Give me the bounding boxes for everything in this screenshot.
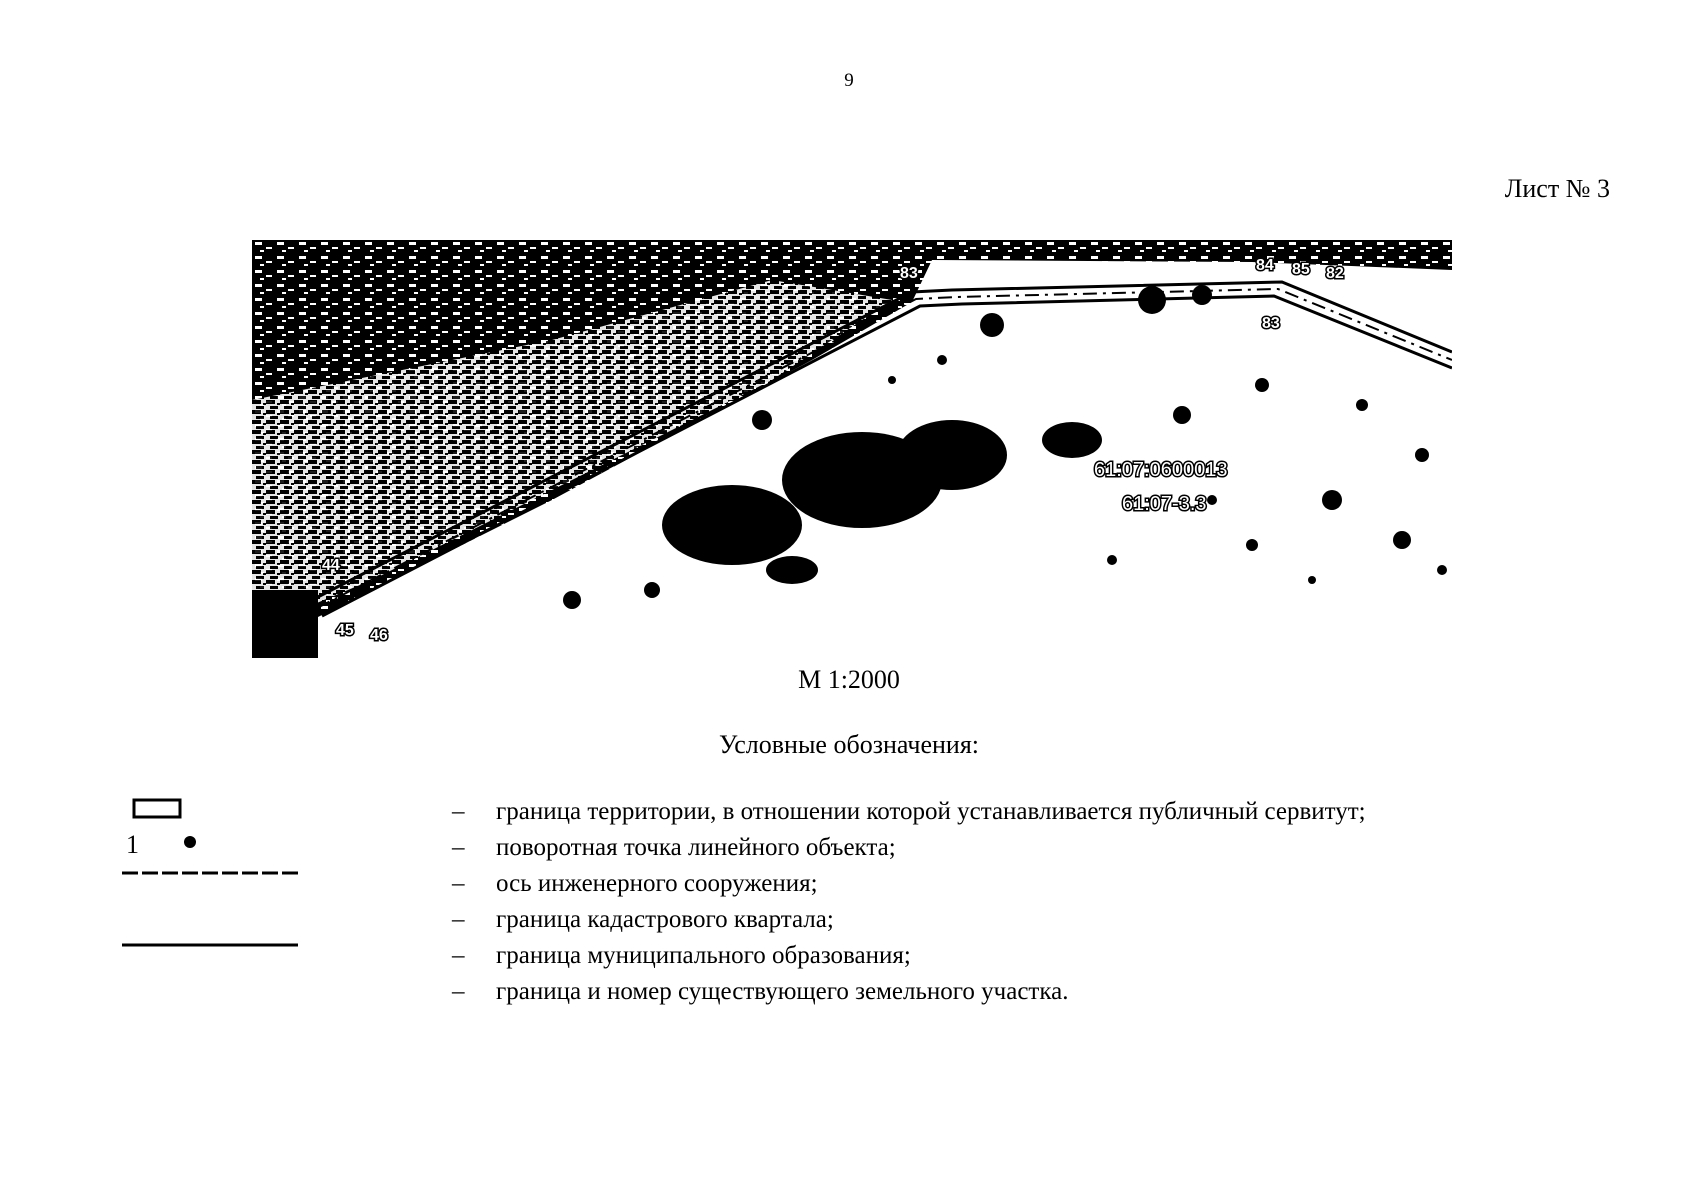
legend-item bbox=[452, 834, 896, 862]
map-point-label: 46 bbox=[370, 627, 388, 644]
legend-dash: – bbox=[452, 798, 465, 825]
sheet-label: Лист № 3 bbox=[1504, 174, 1610, 203]
legend-item-text: граница муниципального образования; bbox=[496, 942, 911, 969]
map-svg bbox=[252, 240, 1452, 658]
legend-dash: – bbox=[452, 906, 465, 933]
map-point-label: 83 bbox=[1262, 315, 1280, 332]
rectangle-symbol-icon bbox=[132, 798, 184, 820]
legend-title: Условные обозначения: bbox=[718, 730, 980, 759]
dashed-line-symbol-icon bbox=[122, 870, 298, 876]
legend-item bbox=[452, 870, 818, 898]
point-number-symbol: 1 bbox=[126, 830, 139, 859]
map-point-label: 44 bbox=[322, 557, 340, 574]
legend-item-text: граница кадастрового квартала; bbox=[496, 906, 834, 933]
point-symbol-icon bbox=[182, 834, 198, 850]
page-number: 9 bbox=[844, 70, 854, 91]
legend-dash: – bbox=[452, 870, 465, 897]
legend-dash: – bbox=[452, 978, 465, 1005]
map-scale: М 1:2000 bbox=[798, 665, 900, 694]
map-point-label: 85 bbox=[1292, 261, 1310, 278]
map-point-label: 84 bbox=[1256, 257, 1274, 274]
legend-item bbox=[452, 798, 1366, 826]
map-point-label: 83 bbox=[900, 265, 918, 282]
legend-item-text: ось инженерного сооружения; bbox=[496, 870, 818, 897]
legend-item-text: граница и номер существующего земельного участка. bbox=[496, 978, 1069, 1005]
parcel-number-label: 61:07-3.3 bbox=[1122, 493, 1207, 515]
map-image bbox=[252, 240, 1452, 658]
legend bbox=[0, 792, 1698, 1022]
legend-item bbox=[452, 942, 911, 970]
legend-dash: – bbox=[452, 834, 465, 861]
legend-item bbox=[452, 978, 1068, 1006]
cadastral-number-label: 61:07:0600013 bbox=[1094, 459, 1228, 481]
legend-dash: – bbox=[452, 942, 465, 969]
solid-line-symbol-icon bbox=[122, 942, 298, 948]
map-point-label: 82 bbox=[1326, 265, 1344, 282]
legend-item-text: граница территории, в отношении которой устанавливается публичный сервитут; bbox=[496, 798, 1366, 825]
legend-item bbox=[452, 906, 834, 934]
legend-item-text: поворотная точка линейного объекта; bbox=[496, 834, 896, 861]
map-point-label: 45 bbox=[336, 622, 354, 639]
